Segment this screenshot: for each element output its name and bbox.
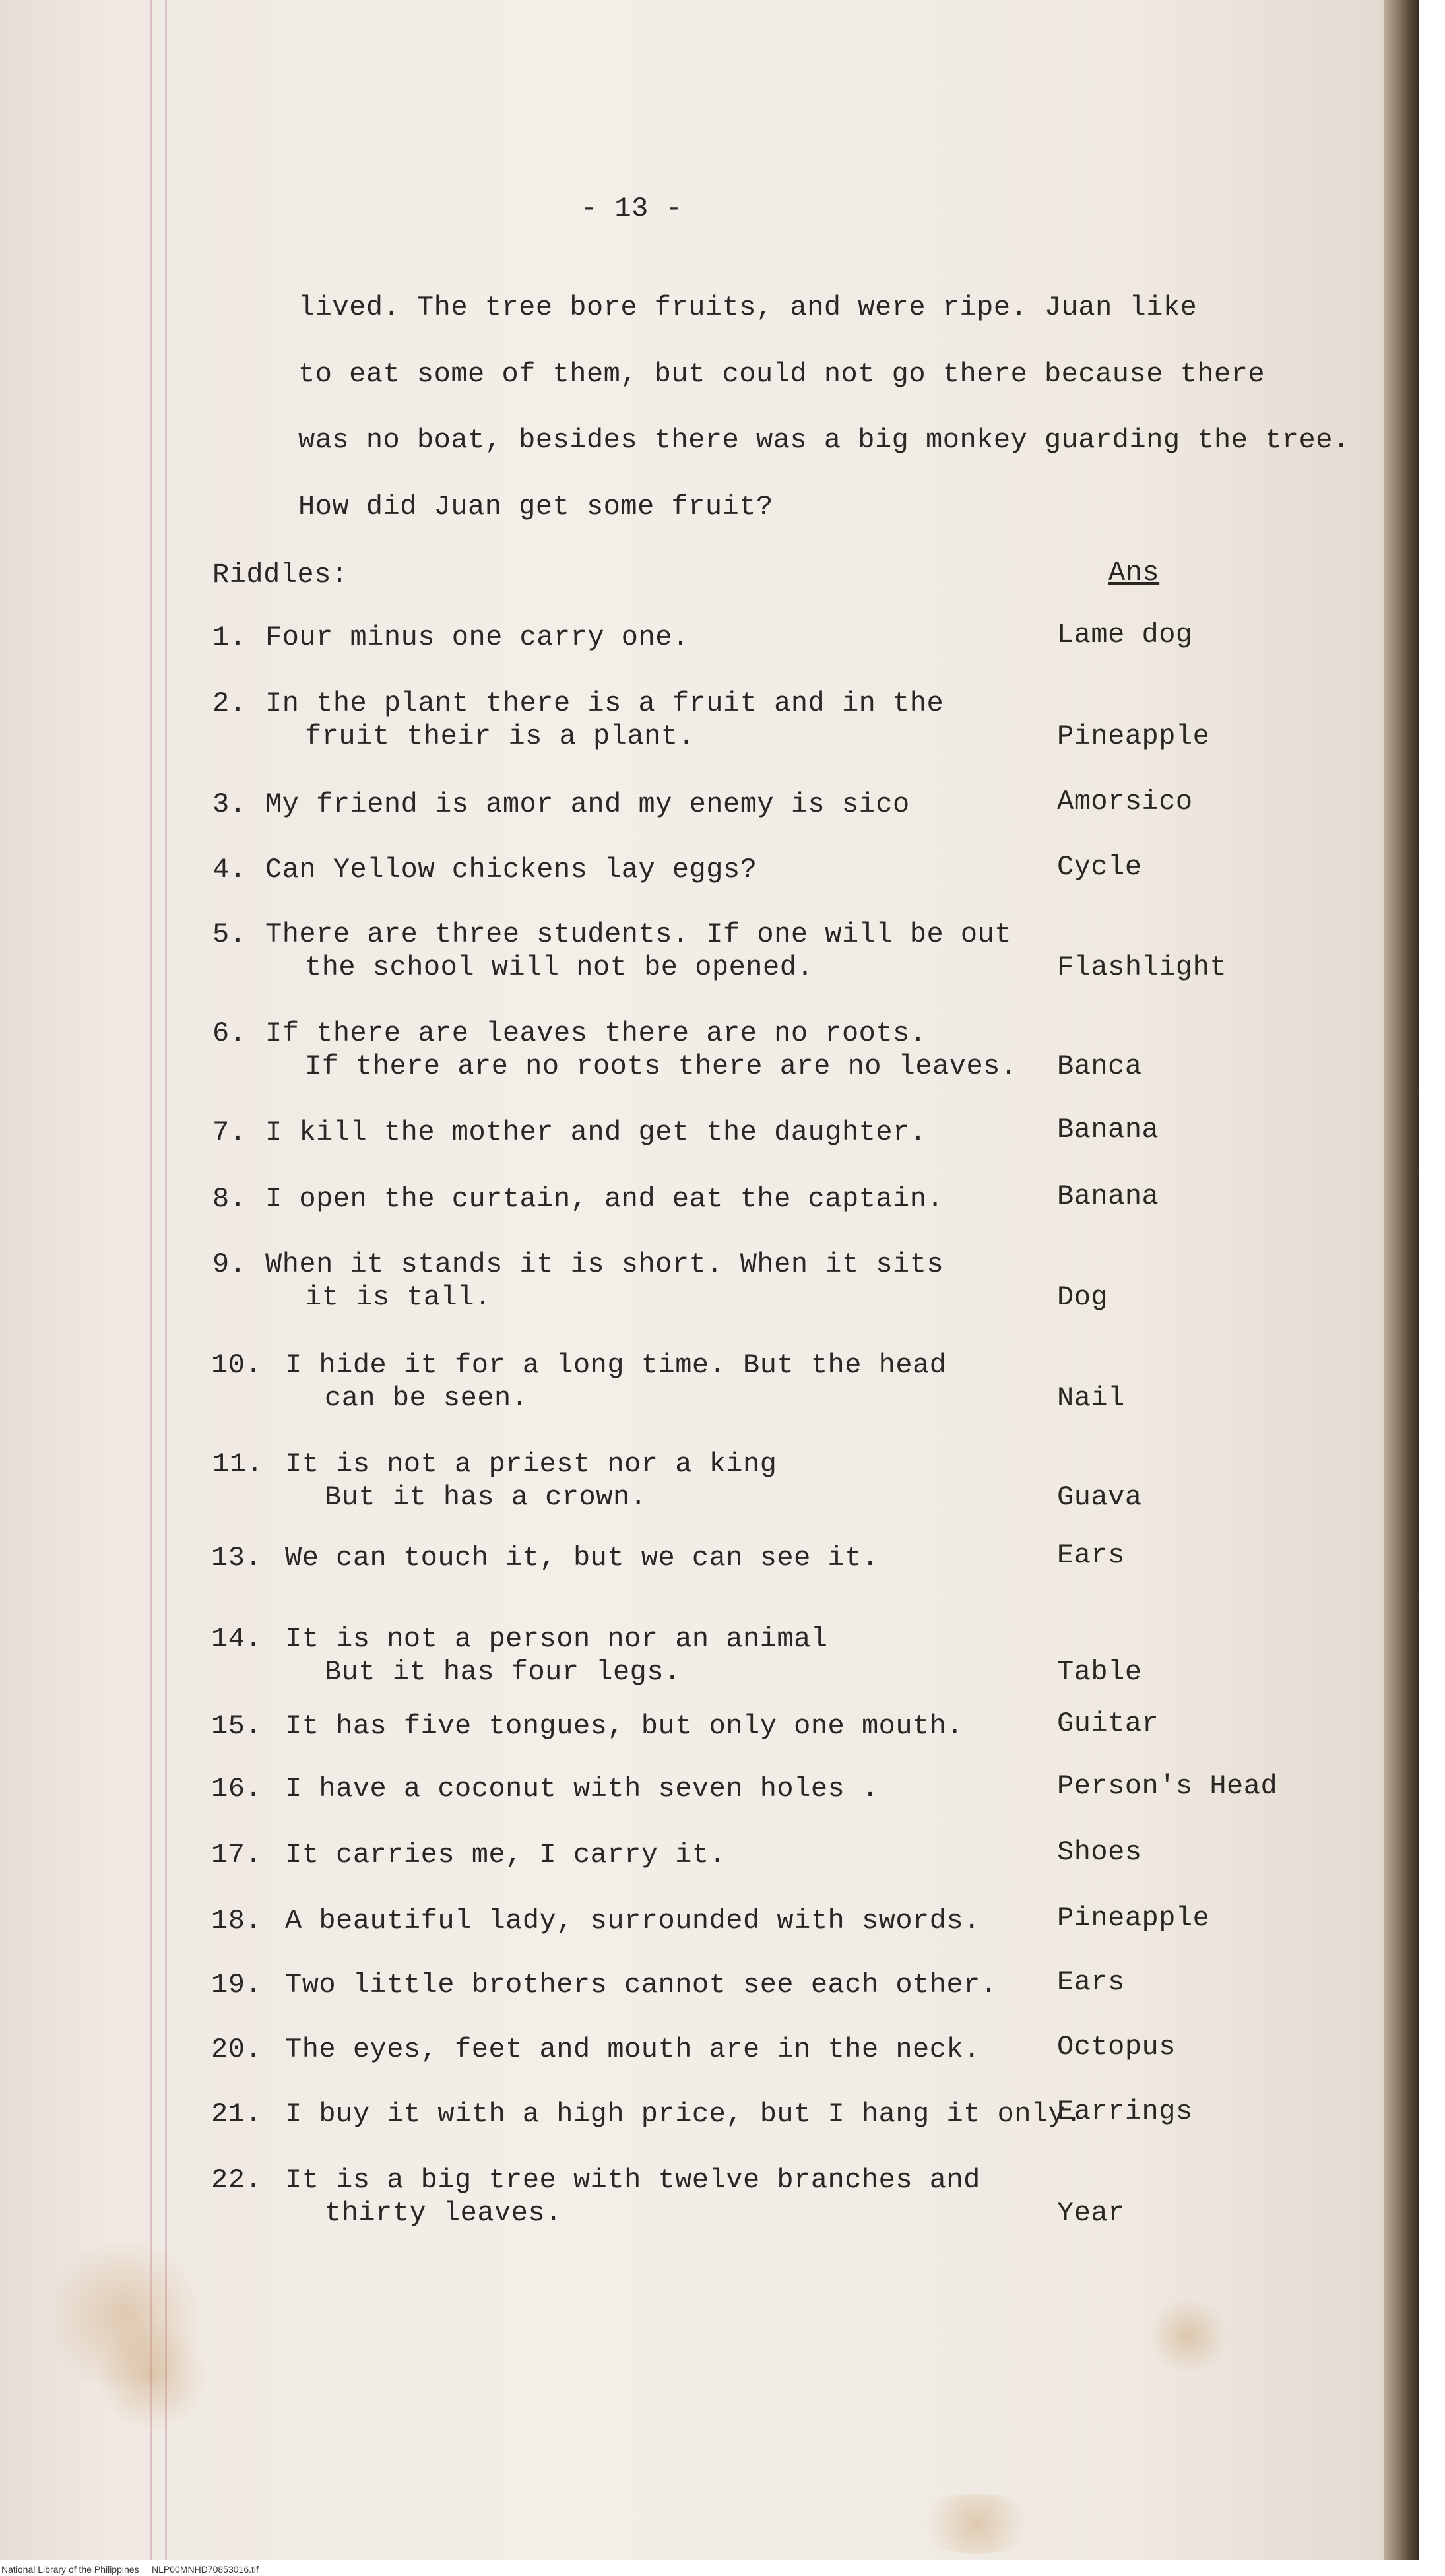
riddle-number: 4. [212, 854, 247, 886]
riddle-row [0, 686, 1419, 759]
riddle-answer: Earrings [1057, 2096, 1193, 2127]
riddle-answer: Nail [1057, 1382, 1125, 1414]
riddle-question-line: I open the curtain, and eat the captain. [265, 1183, 944, 1215]
riddle-answer: Shoes [1057, 1836, 1142, 1868]
riddle-answer: Person's Head [1057, 1770, 1278, 1802]
riddle-question-line: It is not a person nor an animal [285, 1623, 828, 1655]
riddle-row [0, 1247, 1419, 1320]
riddle-answer: Banca [1057, 1050, 1142, 1082]
riddle-answer: Table [1057, 1656, 1142, 1688]
riddles-heading: Riddles: [212, 559, 348, 591]
riddle-question-line: In the plant there is a fruit and in the [265, 688, 944, 719]
riddle-number: 13. [211, 1542, 263, 1574]
riddle-row [0, 1838, 1419, 1910]
riddle-number: 14. [211, 1623, 263, 1655]
riddle-answer: Banana [1057, 1180, 1159, 1212]
riddle-row [0, 1348, 1419, 1421]
riddle-row [0, 1541, 1419, 1613]
riddle-question-line: the school will not be opened. [305, 951, 814, 983]
riddle-question-line: I kill the mother and get the daughter. [265, 1116, 927, 1148]
riddle-question-line: There are three students. If one will be out [265, 918, 1012, 950]
riddle-question-line: If there are leaves there are no roots. [265, 1017, 927, 1049]
riddle-row [0, 620, 1419, 693]
riddle-number: 18. [211, 1905, 263, 1937]
answers-heading: Ans [1108, 557, 1160, 589]
archive-footer: National Library of the Philippines NLP00MNHD70853016.tif [1, 2564, 259, 2575]
riddle-row [0, 2097, 1419, 2170]
riddle-question-line: I hide it for a long time. But the head [285, 1349, 947, 1381]
riddle-answer: Ears [1057, 1966, 1125, 1998]
paragraph-line: How did Juan get some fruit? [298, 491, 773, 523]
riddle-question-line: it is tall. [305, 1281, 492, 1313]
riddle-row [0, 1182, 1419, 1254]
riddle-question-line: If there are no roots there are no leaves. [305, 1050, 1017, 1082]
riddle-question-line: can be seen. [325, 1382, 529, 1414]
riddle-row [0, 1447, 1419, 1520]
riddle-question-line: A beautiful lady, surrounded with swords. [285, 1905, 980, 1937]
paragraph-line: to eat some of them, but could not go there because there [298, 358, 1266, 390]
riddle-row [0, 1904, 1419, 1976]
riddle-number: 15. [211, 1710, 263, 1742]
riddle-row [0, 1016, 1419, 1089]
riddle-question-line: fruit their is a plant. [305, 721, 695, 752]
riddle-row [0, 1622, 1419, 1694]
riddle-question-line: It is not a priest nor a king [285, 1448, 777, 1480]
paragraph-line: was no boat, besides there was a big monkey guarding the tree. [298, 424, 1350, 456]
riddle-answer: Dog [1057, 1281, 1108, 1313]
riddle-number: 20. [211, 2034, 263, 2065]
riddle-row [0, 2032, 1419, 2105]
riddle-question-line: I buy it with a high price, but I hang it only. [285, 2098, 1083, 2130]
riddle-answer: Pineapple [1057, 721, 1210, 752]
riddle-number: 17. [211, 1839, 263, 1871]
riddle-number: 6. [212, 1017, 247, 1049]
riddle-row [0, 917, 1419, 990]
riddle-number: 21. [211, 2098, 263, 2130]
riddle-answer: Banana [1057, 1114, 1159, 1145]
page-number: - 13 - [581, 193, 683, 224]
riddle-number: 19. [211, 1969, 263, 2001]
riddle-row [0, 1772, 1419, 1844]
riddle-question-line: Four minus one carry one. [265, 622, 690, 653]
riddle-answer: Octopus [1057, 2031, 1176, 2063]
riddle-number: 10. [211, 1349, 263, 1381]
riddle-question-line: thirty leaves. [325, 2197, 562, 2229]
riddle-answer: Cycle [1057, 851, 1142, 883]
riddle-question-line: Can Yellow chickens lay eggs? [265, 854, 757, 886]
water-stain [92, 2323, 211, 2428]
riddle-number: 1. [212, 622, 247, 653]
riddle-number: 22. [211, 2164, 263, 2196]
riddle-row [0, 1968, 1419, 2040]
riddle-question-line: It is a big tree with twelve branches and [285, 2164, 980, 2196]
water-stain [911, 2494, 1043, 2554]
riddle-question-line: But it has a crown. [325, 1481, 647, 1513]
riddle-row [0, 853, 1419, 925]
riddle-row [0, 2163, 1419, 2236]
riddle-answer: Amorsico [1057, 786, 1193, 818]
riddle-number: 8. [212, 1183, 247, 1215]
riddle-row [0, 787, 1419, 860]
riddle-question-line: But it has four legs. [325, 1656, 681, 1688]
riddle-number: 9. [212, 1248, 247, 1280]
riddle-question-line: When it stands it is short. When it sits [265, 1248, 944, 1280]
water-stain [1148, 2296, 1227, 2375]
riddle-number: 3. [212, 789, 247, 820]
riddle-answer: Guava [1057, 1481, 1142, 1513]
riddle-number: 16. [211, 1773, 263, 1805]
riddle-answer: Guitar [1057, 1708, 1159, 1739]
riddle-answer: Year [1057, 2197, 1125, 2229]
riddle-question-line: It carries me, I carry it. [285, 1839, 726, 1871]
riddle-answer: Pineapple [1057, 1902, 1210, 1934]
riddle-question-line: It has five tongues, but only one mouth. [285, 1710, 964, 1742]
paragraph-line: lived. The tree bore fruits, and were ripe. Juan like [298, 292, 1198, 323]
riddle-question-line: I have a coconut with seven holes . [285, 1773, 879, 1805]
riddle-answer: Ears [1057, 1539, 1125, 1571]
riddle-number: 7. [212, 1116, 247, 1148]
riddle-number: 11. [212, 1448, 264, 1480]
riddle-answer: Flashlight [1057, 951, 1227, 983]
riddle-question-line: My friend is amor and my enemy is sico [265, 789, 910, 820]
riddle-answer: Lame dog [1057, 619, 1193, 651]
riddle-question-line: The eyes, feet and mouth are in the neck. [285, 2034, 980, 2065]
riddle-number: 2. [212, 688, 247, 719]
riddle-row [0, 1115, 1419, 1188]
riddle-number: 5. [212, 918, 247, 950]
riddle-question-line: We can touch it, but we can see it. [285, 1542, 879, 1574]
riddle-question-line: Two little brothers cannot see each other. [285, 1969, 998, 2001]
